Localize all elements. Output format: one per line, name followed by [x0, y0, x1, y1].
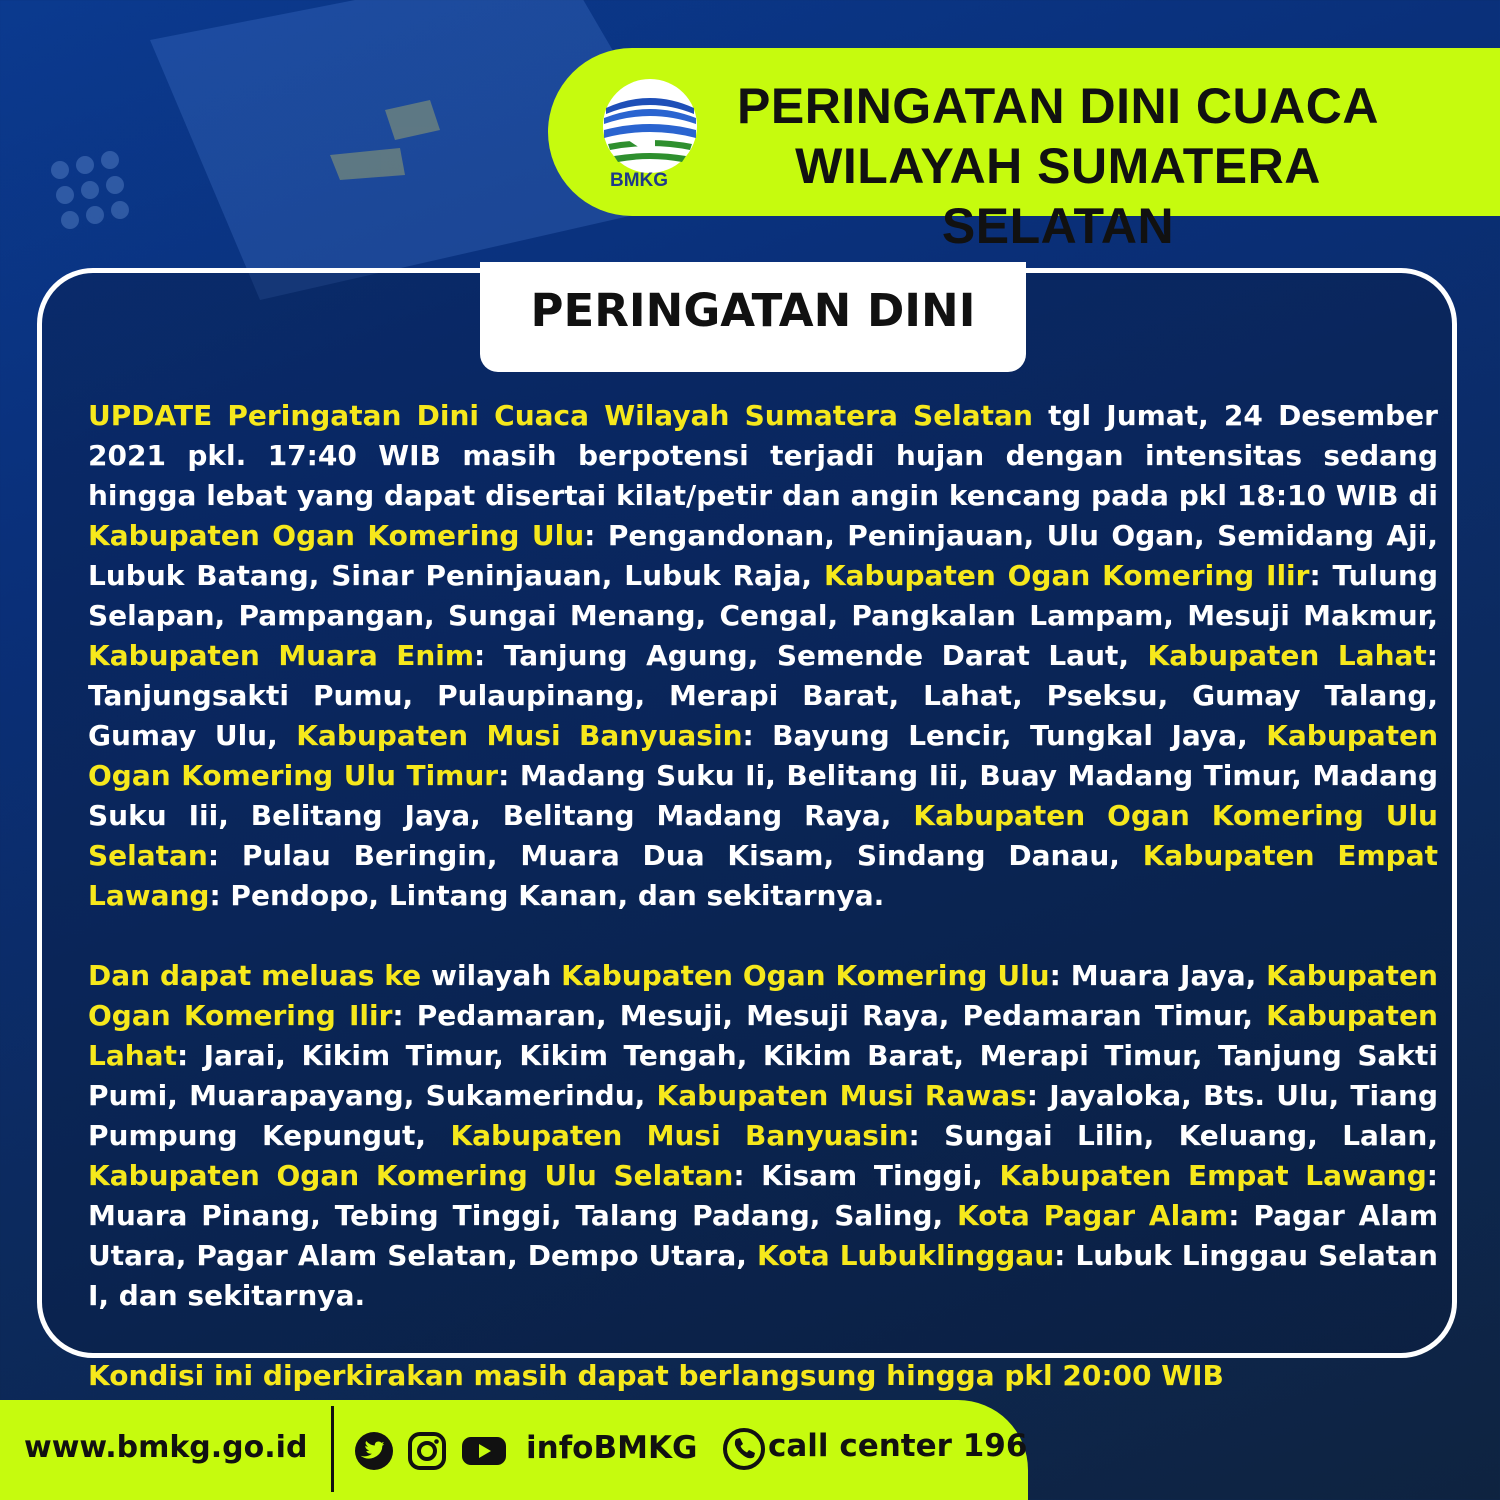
highlighted-text: Kabupaten Empat Lawang	[88, 839, 1438, 912]
youtube-icon[interactable]	[461, 1431, 507, 1471]
body-text: : Madang Suku Ii, Belitang Iii, Buay Madang Timur, Madang Suku Iii, Belitang Jaya, Belitang Madang Raya,	[88, 759, 1439, 832]
footer-divider	[331, 1406, 334, 1492]
instagram-icon[interactable]	[407, 1431, 447, 1471]
paragraph-duration	[88, 1356, 1438, 1396]
header-banner	[548, 48, 1500, 254]
warning-content	[88, 396, 1438, 1436]
body-text: : Pengandonan, Peninjauan, Ulu Ogan, Semidang Aji, Lubuk Batang, Sinar Peninjauan, Lubuk Raja,	[88, 519, 1438, 592]
phone-icon[interactable]	[722, 1427, 766, 1471]
card-tab	[480, 262, 1026, 372]
body-text: : Muara Jaya,	[1049, 959, 1267, 992]
highlighted-text: Dan dapat meluas ke	[88, 959, 422, 992]
highlighted-text: Kabupaten Musi Rawas	[656, 1079, 1027, 1112]
highlighted-text: Kabupaten Lahat	[1147, 639, 1427, 672]
highlighted-text: Kabupaten Ogan Komering Ulu	[561, 959, 1050, 992]
highlighted-text: Kabupaten Muara Enim	[88, 639, 475, 672]
paragraph-extension	[88, 956, 1438, 1316]
highlighted-text: Kabupaten Ogan Komering Ulu	[88, 519, 585, 552]
body-text: : Jarai, Kikim Timur, Kikim Tengah, Kikim Barat, Merapi Timur, Tanjung Sakti Pumi, Muarapayang, Sukamerindu,	[88, 1039, 1438, 1112]
twitter-icon[interactable]	[354, 1431, 394, 1471]
highlighted-text: Kabupaten Ogan Komering Ulu Timur	[88, 719, 1439, 792]
highlighted-text: Kabupaten Musi Banyuasin	[296, 719, 743, 752]
title-line-2: WILAYAH SUMATERA SELATAN	[795, 138, 1321, 254]
highlighted-text: Kabupaten Ogan Komering Ulu Selatan	[88, 799, 1438, 872]
page-title	[708, 76, 1408, 256]
highlighted-text: Kota Lubuklinggau	[756, 1239, 1055, 1272]
body-text: : Tanjung Agung, Semende Darat Laut,	[474, 639, 1148, 672]
highlighted-text: Kabupaten Musi Banyuasin	[450, 1119, 909, 1152]
footer-bar	[0, 1400, 1028, 1500]
social-handle[interactable]: infoBMKG	[526, 1430, 698, 1466]
body-text: : Pulau Beringin, Muara Dua Kisam, Sindang Danau,	[207, 839, 1143, 872]
highlighted-text: Kabupaten Empat Lawang	[999, 1159, 1427, 1192]
body-text: : Pendopo, Lintang Kanan, dan sekitarnya.	[209, 879, 885, 912]
body-text: : Pedamaran, Mesuji, Mesuji Raya, Pedamaran Timur,	[392, 999, 1267, 1032]
body-text: : Tanjungsakti Pumu, Pulaupinang, Merapi Barat, Lahat, Pseksu, Gumay Talang, Gumay Ulu,	[88, 639, 1438, 752]
paragraph-update	[88, 396, 1438, 916]
body-text: : Lubuk Linggau Selatan I, dan sekitarnya.	[88, 1239, 1438, 1312]
logo-text: BMKG	[610, 170, 669, 191]
highlighted-text: Kota Pagar Alam	[957, 1199, 1229, 1232]
highlighted-text: Kabupaten Lahat	[88, 999, 1438, 1072]
call-center[interactable]: call center 196	[768, 1428, 1028, 1464]
highlighted-text: Kabupaten Ogan Komering Ulu Selatan	[88, 1159, 734, 1192]
highlighted-text: Kondisi ini diperkirakan masih dapat berlangsung hingga pkl 20:00 WIB	[88, 1359, 1224, 1392]
highlighted-text: Kabupaten Ogan Komering Ilir	[823, 559, 1310, 592]
body-text: : Jayaloka, Bts. Ulu, Tiang Pumpung Kepungut,	[88, 1079, 1439, 1152]
body-text: : Tulung Selapan, Pampangan, Sungai Menang, Cengal, Pangkalan Lampam, Mesuji Makmur,	[88, 559, 1438, 632]
body-text: tgl Jumat, 24 Desember 2021 pkl. 17:40 WIB masih berpotensi terjadi hujan dengan intensitas sedang hingga lebat yang dapat disertai kilat/petir dan angin kencang pada pkl 18:10 WIB di	[88, 399, 1438, 512]
body-text: : Sungai Lilin, Keluang, Lalan,	[908, 1119, 1439, 1152]
body-text: : Kisam Tinggi,	[733, 1159, 1000, 1192]
highlighted-text: Kabupaten Ogan Komering Ilir	[88, 959, 1438, 1032]
body-text: : Muara Pinang, Tebing Tinggi, Talang Padang, Saling,	[88, 1159, 1438, 1232]
body-text: : Bayung Lencir, Tungkal Jaya,	[742, 719, 1267, 752]
title-line-1: PERINGATAN DINI CUACA	[737, 78, 1379, 134]
body-text: wilayah	[421, 959, 562, 992]
highlighted-text: UPDATE Peringatan Dini Cuaca Wilayah Sumatera Selatan	[88, 399, 1033, 432]
body-text: : Pagar Alam Utara, Pagar Alam Selatan, Dempo Utara,	[88, 1199, 1438, 1272]
website-link[interactable]: www.bmkg.go.id	[24, 1430, 308, 1465]
card-tab-label: PERINGATAN DINI	[530, 284, 976, 337]
